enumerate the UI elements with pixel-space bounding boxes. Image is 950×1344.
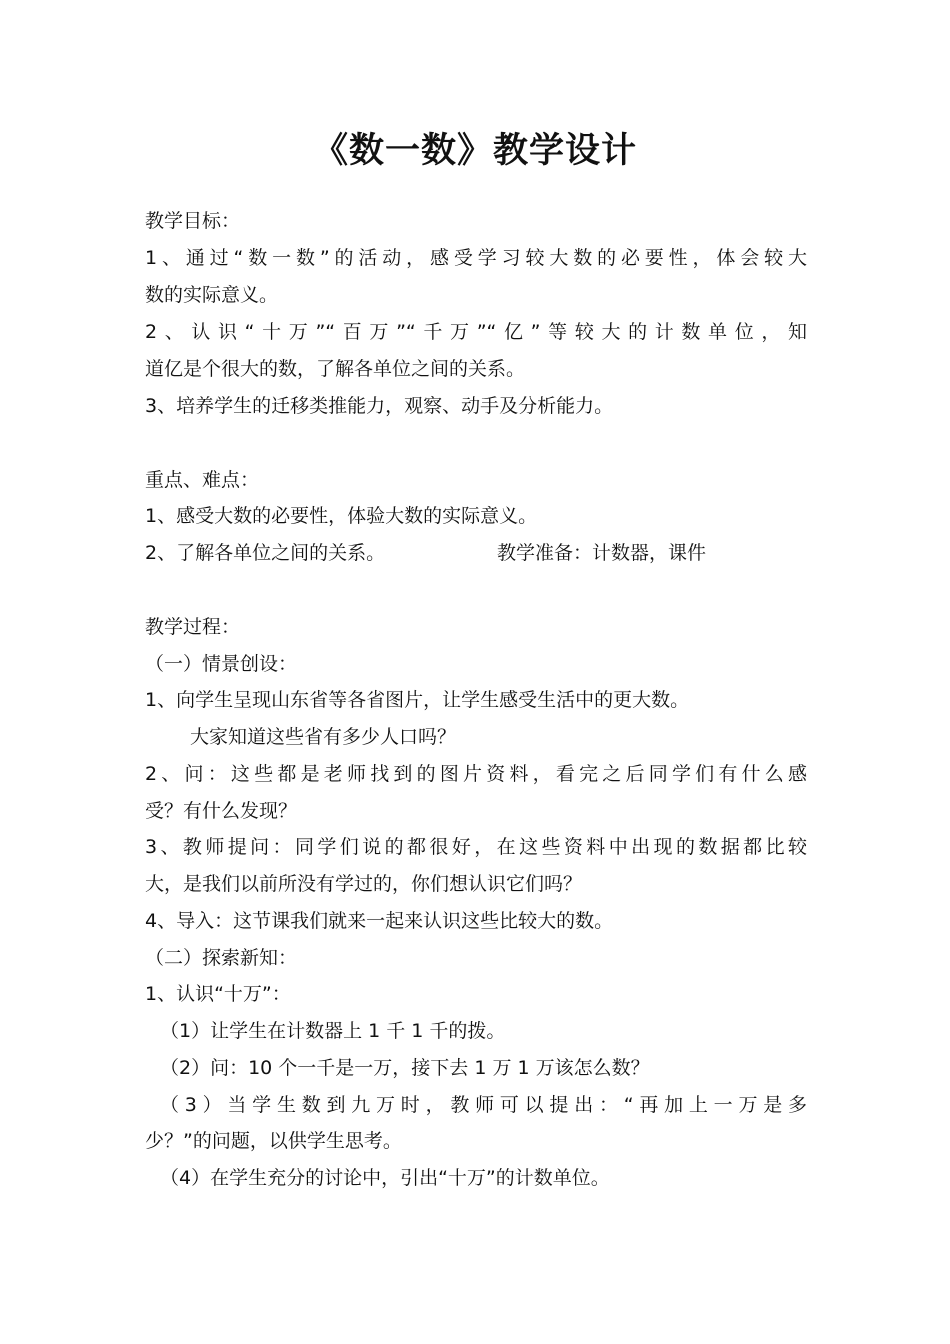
goal-1-line-1: 1、通过“数一数”的活动，感受学习较大数的必要性，体会较大	[145, 247, 807, 269]
teaching-preparation: 教学准备：计数器，课件	[497, 542, 707, 564]
explore-step-1-1: （1）让学生在计数器上 1 千 1 千的拨。	[160, 1020, 506, 1042]
process-step-2-line-2: 受？有什么发现？	[145, 800, 298, 822]
process-step-3-line-1: 3、教师提问：同学们说的都很好，在这些资料中出现的数据都比较	[145, 836, 807, 858]
key-points-heading: 重点、难点：	[145, 469, 260, 491]
key-point-2: 2、了解各单位之间的关系。	[145, 542, 386, 564]
goal-2-line-1: 2、认识“十万”“百万”“千万”“亿”等较大的计数单位，知	[145, 321, 807, 343]
process-step-4: 4、导入：这节课我们就来一起来认识这些比较大的数。	[145, 910, 614, 932]
document-title: 《数一数》教学设计	[312, 131, 637, 171]
goal-2-line-2: 道亿是个很大的数，了解各单位之间的关系。	[145, 358, 526, 380]
process-step-1: 1、向学生呈现山东省等各省图片，让学生感受生活中的更大数。	[145, 689, 690, 711]
explore-step-1-3-line-1: （3）当学生数到九万时，教师可以提出：“再加上一万是多	[160, 1094, 807, 1116]
process-heading: 教学过程：	[145, 616, 241, 638]
goals-heading: 教学目标：	[145, 210, 241, 232]
explore-step-1-4: （4）在学生充分的讨论中，引出“十万”的计数单位。	[160, 1167, 610, 1189]
explore-step-1: 1、认识“十万”：	[145, 983, 291, 1005]
goal-1-line-2: 数的实际意义。	[145, 284, 279, 306]
process-step-1-question: 大家知道这些省有多少人口吗？	[190, 726, 457, 748]
key-point-1: 1、感受大数的必要性，体验大数的实际意义。	[145, 505, 538, 527]
process-step-3-line-2: 大，是我们以前所没有学过的，你们想认识它们吗？	[145, 873, 583, 895]
section-2-heading: （二）探索新知：	[145, 947, 298, 969]
explore-step-1-3-line-2: 少？”的问题，以供学生思考。	[145, 1130, 402, 1152]
process-step-2-line-1: 2、问：这些都是老师找到的图片资料，看完之后同学们有什么感	[145, 763, 807, 785]
explore-step-1-2: （2）问：10 个一千是一万，接下去 1 万 1 万该怎么数？	[160, 1057, 650, 1079]
section-1-heading: （一）情景创设：	[145, 653, 298, 675]
goal-3: 3、培养学生的迁移类推能力，观察、动手及分析能力。	[145, 395, 614, 417]
